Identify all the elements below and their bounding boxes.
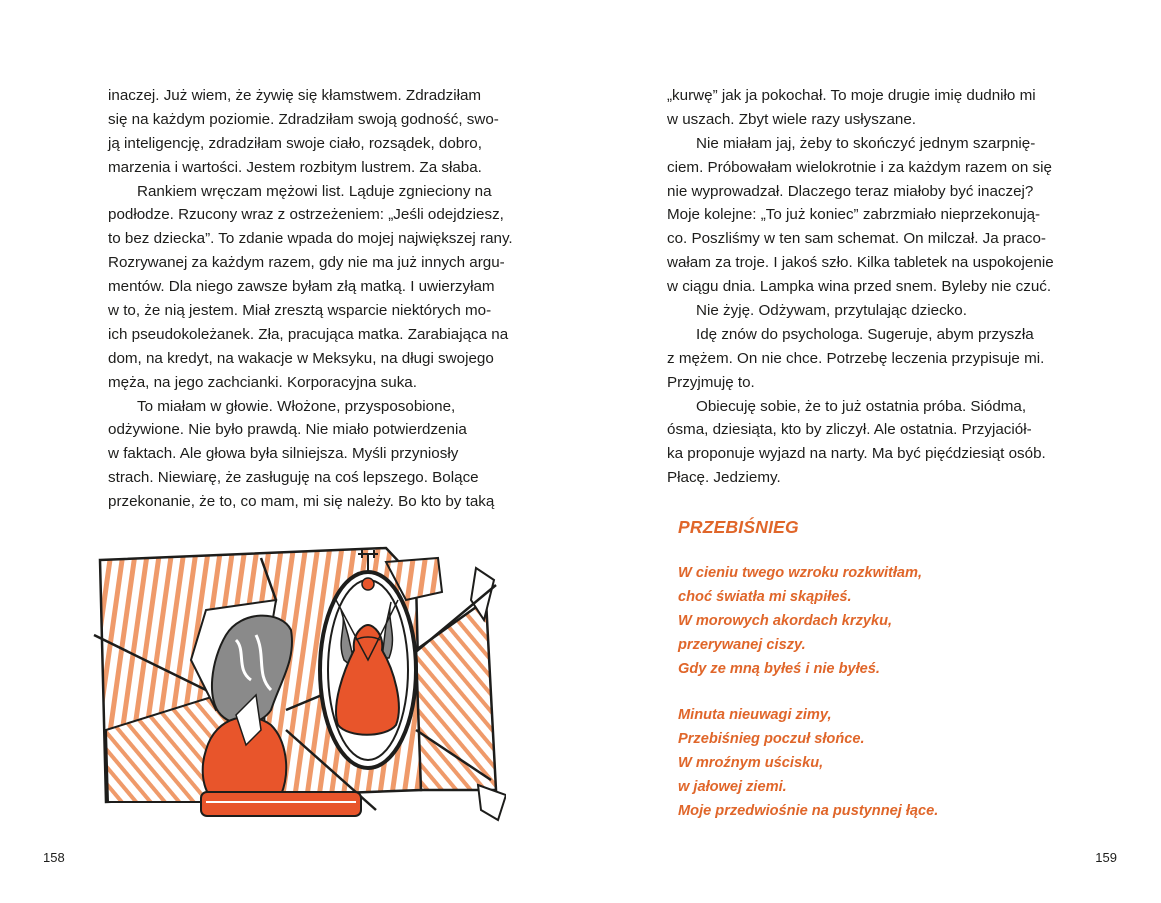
text-line: ją inteligencję, zdradziłam swoje ciało, rozsądek, dobro, [108, 134, 482, 152]
text-line: nie wyprowadzał. Dlaczego teraz miałoby być inaczej? [667, 182, 1034, 200]
text-line: w to, że nią jestem. Miał zresztą wsparcie niektórych mo- [108, 302, 492, 320]
paragraph [667, 299, 1054, 323]
left-page [0, 0, 580, 903]
poem-line: choć światła mi skąpiłeś. [678, 589, 852, 605]
text-line: Rozrywanej za każdym razem, gdy nie ma już innych argu- [108, 254, 505, 272]
left-body-text [108, 84, 513, 514]
text-line: Przyjmuję to. [667, 373, 755, 391]
text-line: Płacę. Jedziemy. [667, 469, 781, 487]
poem-line: Przebiśnieg poczuł słońce. [678, 731, 865, 747]
poem-line: przerywanej ciszy. [678, 637, 806, 653]
paragraph [108, 84, 499, 180]
poem-line: Gdy ze mną byłeś i nie byłeś. [678, 661, 880, 677]
text-line: „kurwę” jak ja pokochał. To moje drugie imię dudniło mi [667, 87, 1036, 104]
poem-stanza [678, 703, 938, 823]
text-line: w faktach. Ale głowa była silniejsza. Myśli przyniosły [108, 445, 459, 463]
paragraph [667, 84, 1054, 132]
paragraph [108, 180, 513, 395]
text-line: inaczej. Już wiem, że żywię się kłamstwem. Zdradziłam [108, 87, 482, 104]
text-line: strach. Niewiarę, że zasługuję na coś lepszego. Bolące [108, 469, 479, 487]
poem-stanza [678, 561, 922, 681]
paragraph [667, 323, 1054, 395]
text-line: Moje kolejne: „To już koniec” zabrzmiało nieprzekonują- [667, 206, 1041, 224]
poem-line: Minuta nieuwagi zimy, [678, 707, 832, 723]
poem-line: W cieniu twego wzroku rozkwitłam, [678, 565, 923, 581]
text-line: To miałam w głowie. Włożone, przysposobione, [137, 397, 456, 415]
right-page [580, 0, 1161, 903]
page-number: 159 [1095, 850, 1117, 865]
text-line: ich pseudokoleżanek. Zła, pracująca matka. Zarabiająca na [108, 325, 509, 343]
text-line: odżywione. Nie było prawdą. Nie miało potwierdzenia [108, 421, 467, 439]
poem-line: W morowych akordach krzyku, [678, 613, 893, 629]
right-body-text [667, 84, 1054, 490]
broken-mirror-illustration [86, 540, 506, 835]
text-line: wałam za troje. I jakoś szło. Kilka tabletek na uspokojenie [667, 254, 1054, 272]
text-line: Idę znów do psychologa. Sugeruje, abym przyszła [696, 325, 1034, 343]
paragraph [108, 395, 495, 514]
text-line: Nie miałam jaj, żeby to skończyć jednym szarpnię- [696, 134, 1036, 152]
text-line: ka proponuje wyjazd na narty. Ma być pięćdziesiąt osób. [667, 445, 1046, 463]
poem-line: W mroźnym uścisku, [678, 755, 824, 771]
poem-title: PRZEBIŚNIEG [678, 517, 799, 537]
text-line: podłodze. Rzucony wraz z ostrzeżeniem: „Jeśli odejdziesz, [108, 206, 504, 224]
text-line: Rankiem wręczam mężowi list. Ląduje zgnieciony na [137, 182, 492, 200]
page-number: 158 [43, 850, 65, 865]
text-line: mentów. Dla niego zawsze byłam złą matką. I uwierzyłam [108, 278, 495, 296]
text-line: się na każdym poziomie. Zdradziłam swoją godność, swo- [108, 110, 499, 128]
text-line: Obiecuję sobie, że to już ostatnia próba. Siódma, [696, 397, 1027, 415]
text-line: co. Poszliśmy w ten sam schemat. On milczał. Ja praco- [667, 230, 1046, 248]
text-line: Nie żyję. Odżywam, przytulając dziecko. [696, 302, 967, 320]
text-line: z mężem. On nie chce. Potrzebę leczenia przypisuje mi. [667, 349, 1045, 367]
paragraph [667, 395, 1054, 491]
text-line: męża, na jego zachcianki. Korporacyjna suka. [108, 373, 417, 391]
text-line: ósma, dziesiąta, kto by zliczył. Ale ostatnia. Przyjaciół- [667, 421, 1032, 439]
poem-line: w jałowej ziemi. [678, 779, 787, 795]
text-line: dom, na kredyt, na wakacje w Meksyku, na długi swojego [108, 349, 494, 367]
text-line: w uszach. Zbyt wiele razy usłyszane. [667, 110, 916, 128]
text-line: to bez dziecka”. To zdanie wpada do mojej największej rany. [108, 230, 513, 248]
text-line: ciem. Próbowałam wielokrotnie i za każdym razem on się [667, 158, 1052, 176]
poem-line: Moje przedwiośnie na pustynnej łące. [678, 803, 939, 819]
text-line: marzenia i wartości. Jestem rozbitym lustrem. Za słaba. [108, 158, 482, 176]
text-line: przekonanie, że to, co mam, mi się należy. Bo kto by taką [108, 493, 495, 511]
paragraph [667, 132, 1054, 299]
text-line: w ciągu dnia. Lampka wina przed snem. Byleby nie czuć. [667, 278, 1052, 296]
